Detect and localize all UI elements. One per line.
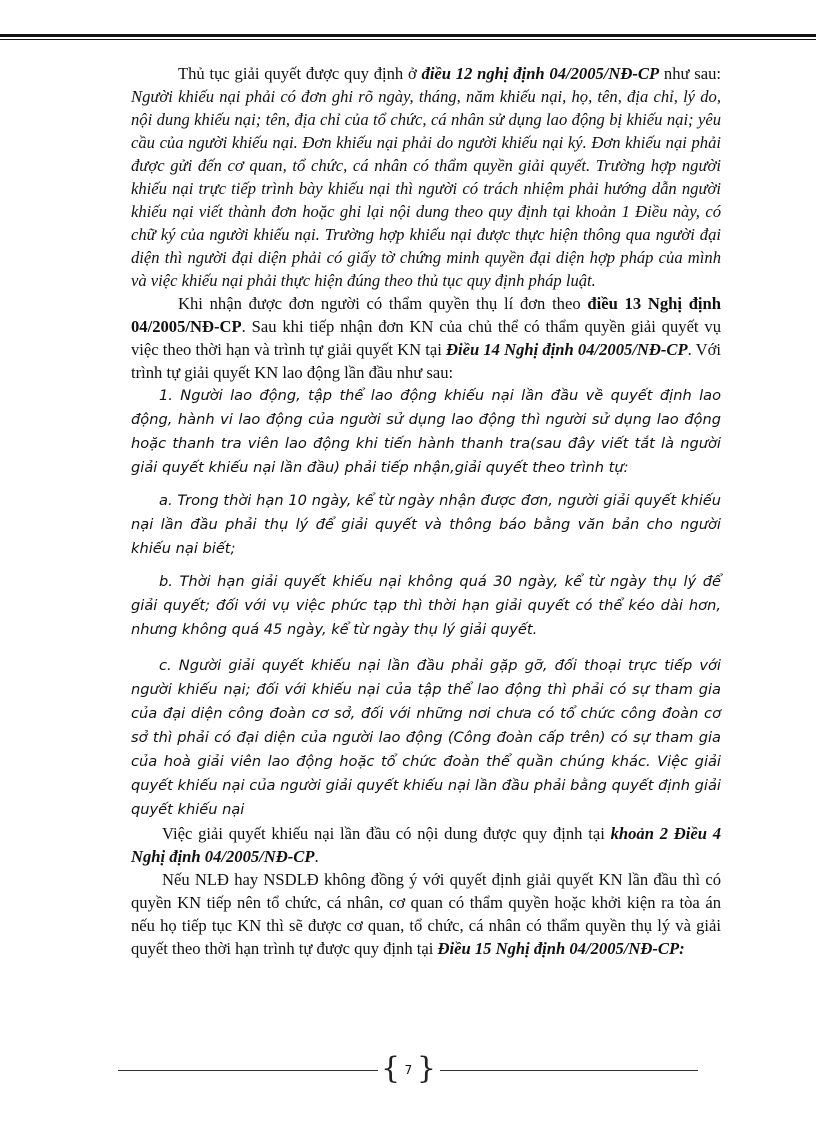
paragraph-appeal bbox=[131, 868, 721, 960]
footer-rule-left bbox=[118, 1070, 378, 1071]
paragraph-text: Việc giải quyết khiếu nại lần đầu có nội dung được quy định tại bbox=[162, 824, 611, 843]
list-item-a: a. Trong thời hạn 10 ngày, kể từ ngày nhận được đơn, người giải quyết khiếu nại lần đầu phải thụ lý để giải quyết và thông báo bằng văn bản cho người khiếu nại biết; bbox=[131, 492, 721, 557]
paragraph-procedure bbox=[131, 62, 721, 292]
legal-reference: điều 13 Nghị định 04/2005/NĐ-CP bbox=[131, 294, 721, 336]
paragraph-text: Nếu NLĐ hay NSDLĐ không đồng ý với quyết định giải quyết KN lần đầu thì có quyền KN tiếp nên tổ chức, cá nhân, cơ quan có thẩm quyền hoặc khởi kiện ra tòa án nếu họ tiếp tục KN thì sẽ được cơ quan, tổ chức, cá nhân có thẩm quyền thụ lý và giải quyết theo thời hạn trình tự được quy định tại bbox=[131, 870, 721, 958]
right-brace-icon: } bbox=[416, 1051, 436, 1086]
list-item-1: 1. Người lao động, tập thể lao động khiếu nại lần đầu về quyết định lao động, hành vi lao động của người sử dụng lao động thì người sử dụng lao động hoặc thanh tra viên lao động khi tiến hành thanh tra(sau đây viết tắt là người giải quyết khiếu nại lần đầu) phải tiếp nhận,giải quyết theo trình tự: bbox=[131, 387, 721, 476]
page-number-box bbox=[381, 1051, 436, 1086]
document-body bbox=[131, 62, 721, 960]
legal-reference: điều 12 nghị định 04/2005/NĐ-CP bbox=[421, 64, 660, 83]
list-item-c: c. Người giải quyết khiếu nại lần đầu phải gặp gỡ, đối thoại trực tiếp với người khiếu nại; đối với khiếu nại của tập thể lao động thì phải có sự tham gia của đại diện công đoàn cơ sở, đối với những nơi chưa có tổ chức công đoàn cơ sở thì phải có đại diện của người lao động (Công đoàn cấp trên) có sự tham gia của hoà giải viên lao động hoặc tổ chức đoàn thể quần chúng khác. Việc giải quyết khiếu nại của người giải quyết khiếu nại lần đầu phải bằng quyết định giải quyết khiếu nại bbox=[131, 657, 721, 818]
list-item-b: b. Thời hạn giải quyết khiếu nại không quá 30 ngày, kể từ ngày thụ lý để giải quyết; đối với vụ việc phức tạp thì thời hạn giải quyết có thể kéo dài hơn, nhưng không quá 45 ngày, kể từ ngày thụ lý giải quyết. bbox=[131, 573, 721, 638]
paragraph-text: . Sau khi tiếp nhận đơn KN của chủ thể có thẩm quyền giải quyết vụ việc theo thời hạn và trình tự giải quyết KN tại bbox=[131, 317, 721, 359]
paragraph-text: như sau: bbox=[659, 64, 721, 83]
footer-rule-right bbox=[440, 1070, 698, 1071]
quoted-regulation: Người khiếu nại phải có đơn ghi rõ ngày, tháng, năm khiếu nại, họ, tên, địa chỉ, lý do, nội dung khiếu nại; tên, địa chỉ của tổ chức, cá nhân sử dụng lao động bị khiếu nại; yêu cầu của người khiếu nại. Đơn khiếu nại phải do người khiếu nại ký. Đơn khiếu nại phải được gửi đến cơ quan, tổ chức, cá nhân có thẩm quyền giải quyết. Trường hợp người khiếu nại trực tiếp trình bày khiếu nại thì người có trách nhiệm phải hướng dẫn người khiếu nại viết thành đơn hoặc ghi lại nội dung theo quy định tại khoản 1 Điều này, có chữ ký của người khiếu nại. Trường hợp khiếu nại được thực hiện thông qua người đại diện thì người đại diện phải có giấy tờ chứng minh quyền đại diện hợp pháp của mình và việc khiếu nại phải thực hiện đúng theo thủ tục quy định pháp luật. bbox=[131, 87, 721, 290]
legal-reference: Điều 15 Nghị định 04/2005/NĐ-CP: bbox=[437, 939, 685, 958]
legal-reference: khoản 2 Điều 4 Nghị định 04/2005/NĐ-CP bbox=[131, 824, 722, 866]
paragraph-text: Khi nhận được đơn người có thẩm quyền thụ lí đơn theo bbox=[178, 294, 588, 313]
left-brace-icon: { bbox=[381, 1051, 401, 1086]
legal-reference: Điều 14 Nghị định 04/2005/NĐ-CP bbox=[446, 340, 688, 359]
paragraph-first-resolution bbox=[131, 822, 721, 868]
paragraph-text: Thủ tục giải quyết được quy định ở bbox=[178, 64, 422, 83]
paragraph-acceptance bbox=[131, 292, 721, 384]
page-number: 7 bbox=[404, 1063, 413, 1077]
paragraph-text: . Với trình tự giải quyết KN lao động lần đầu như sau: bbox=[131, 340, 721, 382]
header-rule bbox=[0, 34, 816, 40]
paragraph-text: . bbox=[314, 847, 319, 866]
